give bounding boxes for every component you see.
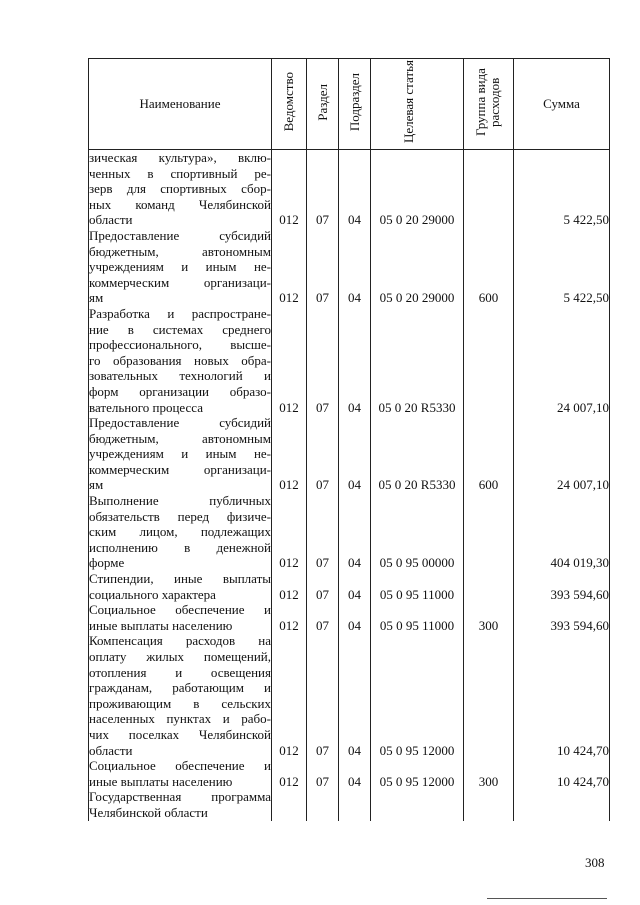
cell-section: 07 xyxy=(307,633,339,758)
cell-amount: 393 594,60 xyxy=(514,571,610,602)
name-line: Социальное обеспечение и xyxy=(89,602,271,618)
name-line: ям xyxy=(89,290,104,306)
cell-subsection xyxy=(339,789,371,820)
name-line: ям xyxy=(89,477,104,493)
cell-amount: 10 424,70 xyxy=(514,633,610,758)
name-line: бюджетным, автономным xyxy=(89,430,271,446)
header-amount: Сумма xyxy=(514,59,610,150)
name-line: Стипендии, иные выплаты xyxy=(89,571,271,587)
name-line: форме xyxy=(89,555,125,571)
cell-subsection: 04 xyxy=(339,228,371,306)
name-line: отопления и освещения xyxy=(89,664,271,680)
cell-name xyxy=(89,571,272,602)
cell-subsection: 04 xyxy=(339,493,371,571)
cell-target-article xyxy=(371,789,464,820)
cell-name xyxy=(89,228,272,306)
table-row xyxy=(89,415,610,493)
name-line: го образования новых обра- xyxy=(89,352,271,368)
cell-target-article: 05 0 20 29000 xyxy=(371,150,464,228)
budget-table xyxy=(88,58,610,821)
name-line: Государственная программа xyxy=(89,789,271,805)
table-row xyxy=(89,306,610,415)
header-department: Ведомство xyxy=(272,59,307,150)
name-line: оплату жилых помещений, xyxy=(89,649,271,664)
name-line: зовательных технологий и xyxy=(89,368,271,384)
cell-target-article: 05 0 95 11000 xyxy=(371,571,464,602)
cell-amount: 393 594,60 xyxy=(514,602,610,633)
cell-subsection: 04 xyxy=(339,633,371,758)
header-expense-group: Группа вида расходов xyxy=(464,59,514,150)
cell-department: 012 xyxy=(272,415,307,493)
cell-name xyxy=(89,602,272,633)
header-subsection: Подраздел xyxy=(339,59,371,150)
cell-section: 07 xyxy=(307,602,339,633)
cell-subsection: 04 xyxy=(339,415,371,493)
header-section: Раздел xyxy=(307,59,339,150)
cell-expense-group xyxy=(464,150,514,228)
name-line: форм организации образо- xyxy=(89,383,271,399)
table-row xyxy=(89,228,610,306)
name-line: бюджетным, автономным xyxy=(89,243,271,259)
name-line: Разработка и распростране- xyxy=(89,305,271,321)
name-line: Выполнение публичных xyxy=(89,493,271,509)
footer-rule xyxy=(487,898,607,899)
cell-name xyxy=(89,789,272,820)
page-number: 308 xyxy=(585,855,605,870)
cell-name xyxy=(89,758,272,789)
cell-expense-group xyxy=(464,789,514,820)
table-body xyxy=(89,150,610,821)
cell-expense-group: 600 xyxy=(464,415,514,493)
cell-amount: 10 424,70 xyxy=(514,758,610,789)
cell-name xyxy=(89,150,272,228)
name-line: иные выплаты населению xyxy=(89,617,233,633)
name-line: ским лицом, подлежащих xyxy=(89,524,271,540)
table-row xyxy=(89,602,610,633)
name-line: вательного процесса xyxy=(89,399,203,415)
table-row xyxy=(89,633,610,758)
cell-amount: 5 422,50 xyxy=(514,150,610,228)
cell-expense-group: 300 xyxy=(464,758,514,789)
name-line: Социальное обеспечение и xyxy=(89,758,271,774)
name-line: гражданам, работающим и xyxy=(89,680,271,696)
cell-expense-group: 300 xyxy=(464,602,514,633)
cell-department: 012 xyxy=(272,571,307,602)
name-line: ние в системах среднего xyxy=(89,321,271,337)
name-line: чих поселках Челябинской xyxy=(89,726,271,742)
cell-section: 07 xyxy=(307,228,339,306)
cell-target-article: 05 0 20 R5330 xyxy=(371,306,464,415)
cell-department: 012 xyxy=(272,306,307,415)
cell-section: 07 xyxy=(307,415,339,493)
name-line: исполнению в денежной xyxy=(89,539,271,555)
cell-name xyxy=(89,493,272,571)
cell-amount xyxy=(514,789,610,820)
cell-expense-group xyxy=(464,633,514,758)
name-line: учреждениям и иным не- xyxy=(89,446,271,462)
name-line: Компенсация расходов на xyxy=(89,633,271,649)
cell-department: 012 xyxy=(272,602,307,633)
name-line: области xyxy=(89,212,133,228)
name-line: иные выплаты населению xyxy=(89,773,233,789)
table-row xyxy=(89,571,610,602)
cell-subsection: 04 xyxy=(339,306,371,415)
cell-subsection: 04 xyxy=(339,758,371,789)
cell-expense-group: 600 xyxy=(464,228,514,306)
cell-amount: 24 007,10 xyxy=(514,306,610,415)
cell-target-article: 05 0 95 12000 xyxy=(371,633,464,758)
name-line: проживающим в сельских xyxy=(89,695,271,711)
table-row xyxy=(89,150,610,228)
name-line: социального характера xyxy=(89,586,216,602)
cell-target-article: 05 0 20 29000 xyxy=(371,228,464,306)
name-line: профессионального, высше- xyxy=(89,337,271,353)
name-line: Челябинской области xyxy=(89,804,208,820)
name-line: зическая культура», вклю- xyxy=(89,150,271,165)
header-name: Наименование xyxy=(89,59,272,150)
cell-department: 012 xyxy=(272,228,307,306)
header-target-article: Целевая статья xyxy=(371,59,464,150)
name-line: коммерческим организаци- xyxy=(89,461,271,477)
table-header-row xyxy=(89,59,610,150)
cell-expense-group xyxy=(464,306,514,415)
name-line: Предоставление субсидий xyxy=(89,415,271,431)
cell-department xyxy=(272,789,307,820)
name-line: ченных в спортивный ре- xyxy=(89,165,271,181)
cell-amount: 24 007,10 xyxy=(514,415,610,493)
cell-section: 07 xyxy=(307,306,339,415)
cell-department: 012 xyxy=(272,758,307,789)
cell-target-article: 05 0 95 12000 xyxy=(371,758,464,789)
cell-amount: 404 019,30 xyxy=(514,493,610,571)
name-line: зерв для спортивных сбор- xyxy=(89,181,271,197)
cell-subsection: 04 xyxy=(339,602,371,633)
name-line: населенных пунктах и рабо- xyxy=(89,711,271,727)
cell-name xyxy=(89,633,272,758)
cell-target-article: 05 0 20 R5330 xyxy=(371,415,464,493)
cell-department: 012 xyxy=(272,633,307,758)
cell-target-article: 05 0 95 00000 xyxy=(371,493,464,571)
cell-expense-group xyxy=(464,493,514,571)
cell-section: 07 xyxy=(307,571,339,602)
name-line: коммерческим организаци- xyxy=(89,274,271,290)
cell-section: 07 xyxy=(307,758,339,789)
name-line: Предоставление субсидий xyxy=(89,227,271,243)
cell-subsection: 04 xyxy=(339,571,371,602)
cell-section: 07 xyxy=(307,150,339,228)
table-row xyxy=(89,758,610,789)
table-row xyxy=(89,493,610,571)
cell-expense-group xyxy=(464,571,514,602)
name-line: учреждениям и иным не- xyxy=(89,259,271,275)
cell-target-article: 05 0 95 11000 xyxy=(371,602,464,633)
cell-department: 012 xyxy=(272,150,307,228)
cell-section: 07 xyxy=(307,493,339,571)
name-line: области xyxy=(89,742,133,758)
cell-section xyxy=(307,789,339,820)
name-line: обязательств перед физиче- xyxy=(89,508,271,524)
cell-name xyxy=(89,415,272,493)
table-row xyxy=(89,789,610,820)
cell-name xyxy=(89,306,272,415)
cell-department: 012 xyxy=(272,493,307,571)
name-line: ных команд Челябинской xyxy=(89,196,271,212)
cell-subsection: 04 xyxy=(339,150,371,228)
cell-amount: 5 422,50 xyxy=(514,228,610,306)
